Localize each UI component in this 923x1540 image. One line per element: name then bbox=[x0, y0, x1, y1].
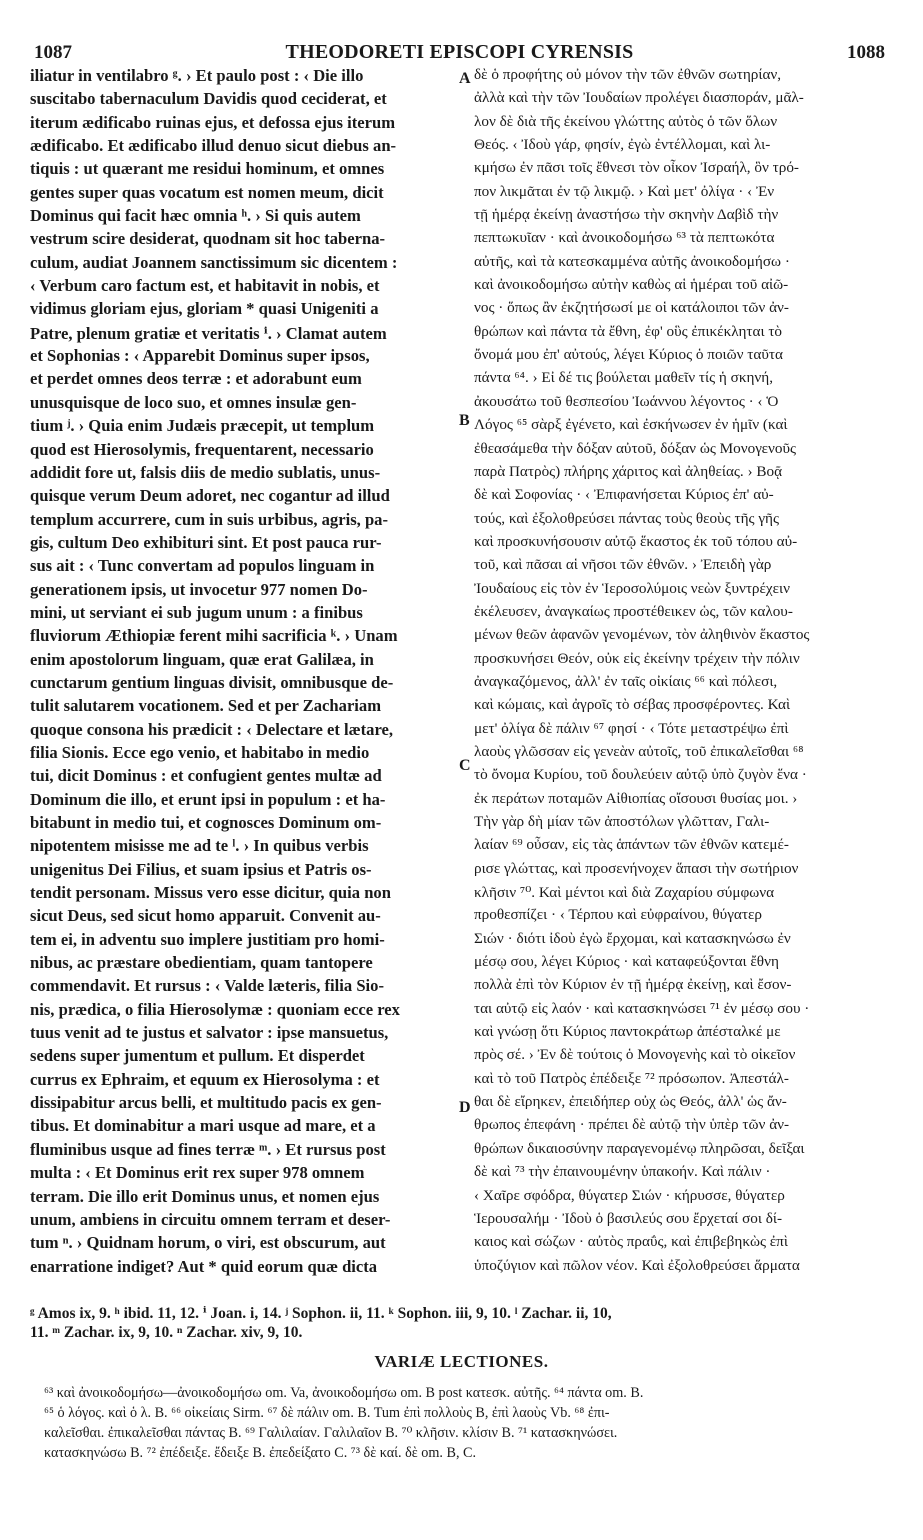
greek-line: Λόγος ⁶⁵ σὰρξ ἐγένετο, καὶ ἐσκήνωσεν ἐν ἡμῖν (καὶ bbox=[474, 416, 788, 434]
greek-line: Σιών · διότι ἰδοὺ ἐγὼ ἔρχομαι, καὶ κατασκηνώσω ἐν bbox=[474, 929, 791, 947]
greek-column bbox=[474, 66, 892, 1274]
latin-line: nis, prædica, o filia Hierosolymæ : quoniam ecce rex bbox=[30, 999, 400, 1019]
latin-line: Dominum die illo, et erunt ipsi in populum : et ha- bbox=[30, 789, 386, 809]
greek-line: τὸ ὄνομα Κυρίου, τοῦ δουλεύειν αὐτῷ ὑπὸ ζυγὸν ἕνα · bbox=[474, 766, 807, 784]
latin-line: generationem ipsis, ut invocetur 977 nomen Do- bbox=[30, 579, 368, 599]
latin-line: bitabunt in medio tui, et cognosces Dominum om- bbox=[30, 813, 382, 832]
scripture-references bbox=[30, 1303, 892, 1345]
greek-line: πάντα ⁶⁴. › Εἰ δέ τις βούλεται μαθεῖν τίς ἡ σκηνή, bbox=[474, 369, 774, 387]
latin-line: terram. Die illo erit Dominus unus, et nomen ejus bbox=[30, 1186, 380, 1206]
footnote-line: ᵍ Amos ix, 9. ʰ ibid. 11, 12. ⁱ Joan. i, 14. ʲ Sophon. ii, 11. ᵏ Sophon. iii, 9, 10. ˡ Zachar. ii, 10, bbox=[30, 1305, 612, 1322]
latin-line: tum ⁿ. › Quidnam horum, o viri, est obscurum, aut bbox=[30, 1233, 386, 1253]
latin-line: commendavit. Et rursus : ‹ Valde læteris, filia Sio- bbox=[30, 976, 384, 996]
latin-line: filia Sionis. Ecce ego venio, et habitabo in medio bbox=[30, 742, 370, 762]
latin-line: sus ait : ‹ Tunc convertam ad populos linguam in bbox=[30, 556, 375, 576]
greek-line: ἀλλὰ καὶ τὴν τῶν Ἰουδαίων προλέγει διασποράν, μᾶλ- bbox=[474, 89, 804, 107]
greek-line: πολλὰ ἐπὶ τὸν Κύριον ἐν τῇ ἡμέρᾳ ἐκείνῃ, καὶ ἔσον- bbox=[474, 976, 792, 994]
variant-line: κατασκηνώσω B. ⁷² ἐπέδειξε. ἔδειξε B. ἐπεδείξατο C. ⁷³ δὲ καί. δὲ om. B, C. bbox=[44, 1445, 477, 1461]
latin-line: sedens super jumentum et pullum. Et disperdet bbox=[30, 1046, 365, 1066]
greek-line: ὑποζύγιον καὶ πῶλον νέον. Καὶ ἐξολοθρεύσει ἅρματα bbox=[474, 1256, 800, 1274]
latin-line: tulit salutarem vocationem. Sed et per Zachariam bbox=[30, 696, 382, 716]
latin-line: quoque consona his prædicit : ‹ Delectare et lætare, bbox=[30, 719, 394, 739]
greek-line: νος · ὅπως ἂν ἐκζητήσωσί με οἱ κατάλοιποι τῶν ἀν- bbox=[474, 299, 789, 317]
greek-line: ὄνομά μου ἐπ' αὐτούς, λέγει Κύριος ὁ ποιῶν ταῦτα bbox=[474, 346, 783, 364]
latin-line: unusquisque de loco suo, et omnes insulæ gen- bbox=[30, 392, 357, 412]
running-title: THEODORETI EPISCOPI CYRENSIS bbox=[285, 41, 634, 63]
page-number-right: 1088 bbox=[847, 42, 885, 63]
latin-column bbox=[30, 66, 460, 1276]
greek-line: Τὴν γὰρ δὴ μίαν τῶν ἀποστόλων γλῶτταν, Γαλι- bbox=[474, 813, 770, 830]
latin-line: quod est Hierosolymis, frequentarent, necessario bbox=[30, 439, 374, 459]
greek-line: πρὸς σέ. › Ἐν δὲ τούτοις ὁ Μονογενὴς καὶ τὸ οἰκεῖον bbox=[474, 1046, 796, 1064]
latin-line: et perdet omnes deos terræ : et adorabunt eum bbox=[30, 369, 362, 389]
greek-line: αὐτῆς, καὶ τὰ κατεσκαμμένα αὐτῆς ἀνοικοδομήσω · bbox=[474, 252, 790, 270]
page-header bbox=[34, 34, 885, 64]
latin-line: currus ex Ephraim, et equum ex Hierosolyma : et bbox=[30, 1069, 380, 1089]
latin-line: nibus, ac præstare obedientiam, quam tantopere bbox=[30, 953, 373, 973]
latin-line: tendit personam. Missus vero esse dicitur, quia non bbox=[30, 883, 391, 903]
greek-line: πον λικμᾶται ἐν τῷ λικμῷ. › Καὶ μετ' ὀλίγα · ‹ Ἐν bbox=[474, 182, 775, 200]
greek-line: πεπτωκυῖαν · καὶ ἀνοικοδομήσω ⁶³ τὰ πεπτωκότα bbox=[474, 229, 775, 247]
latin-line: unigenitus Dei Filius, et suam ipsius et Patris os- bbox=[30, 859, 372, 879]
latin-line: unum, ambiens in circuitu omnem terram et deser- bbox=[30, 1209, 391, 1229]
latin-line: fluviorum Æthiopiæ ferent mihi sacrificia ᵏ. › Unam bbox=[30, 626, 398, 646]
margin-letter-a: A bbox=[459, 70, 471, 87]
latin-line: Dominus qui facit hæc omnia ʰ. › Si quis autem bbox=[30, 206, 361, 226]
greek-line: προθεσπίζει · ‹ Τέρπου καὶ εὐφραίνου, θύγατερ bbox=[474, 906, 762, 924]
latin-line: iliatur in ventilabro ᵍ. › Et paulo post : ‹ Die illo bbox=[30, 66, 364, 85]
greek-line: τούς, καὶ ἐξολοθρεύσει πάντας τοὺς θεοὺς τῆς γῆς bbox=[474, 509, 780, 527]
greek-line: δὲ καὶ Σοφονίας · ‹ Ἐπιφανήσεται Κύριος ἐπ' αὐ- bbox=[474, 486, 774, 504]
latin-line: tui, dicit Dominus : et confugient gentes multæ ad bbox=[30, 766, 382, 786]
latin-line: suscitabo tabernaculum Davidis quod ceciderat, et bbox=[30, 89, 387, 109]
latin-line: tium ʲ. › Quia enim Judæis præcepit, ut templum bbox=[30, 416, 375, 436]
greek-line: προσκυνήσει Θεόν, οὐκ εἰς ἐκείνην τρέχειν τὴν πόλιν bbox=[474, 649, 800, 667]
greek-line: δὲ ὁ προφήτης οὐ μόνον τὴν τῶν ἐθνῶν σωτηρίαν, bbox=[474, 66, 782, 83]
margin-letter-d: D bbox=[459, 1099, 471, 1116]
variae-lectiones-title: VARIÆ LECTIONES. bbox=[374, 1352, 549, 1371]
latin-line: sicut Deus, sed sicut homo apparuit. Convenit au- bbox=[30, 906, 381, 926]
latin-line: tiquis : ut quærant me residui hominum, et omnes bbox=[30, 159, 385, 179]
greek-line: λον δὲ διὰ τῆς ἐκείνου γλώττης αὐτὸς ὁ τῶν ὅλων bbox=[474, 112, 778, 130]
greek-line: μετ' ὀλίγα δὲ πάλιν ⁶⁷ φησί · ‹ Τότε μεταστρέψω ἐπὶ bbox=[474, 719, 789, 737]
latin-line: cunctarum gentium linguas divisit, omnibusque de- bbox=[30, 672, 394, 692]
greek-line: θαι δὲ εἴρηκεν, ἐπειδήπερ οὐχ ὡς Θεός, ἀλλ' ὡς ἄν- bbox=[474, 1093, 787, 1111]
variae-lectiones bbox=[44, 1385, 892, 1465]
greek-line: ται αὐτῷ εἰς λαόν · καὶ κατασκηνώσει ⁷¹ ἐν μέσῳ σου · bbox=[474, 999, 810, 1017]
variant-line: ⁶⁵ ὁ λόγος. καὶ ὁ λ. B. ⁶⁶ οἰκείαις Sirm. ⁶⁷ δὲ πάλιν om. B. Tum ἐπὶ πολλοὺς B, ἐπὶ λαοὺς Vb. ⁶⁸ ἐπι- bbox=[44, 1405, 610, 1421]
latin-line: dissipabitur arcus belli, et multitudo pacis ex gen- bbox=[30, 1093, 382, 1113]
greek-line: μέσῳ σου, λέγει Κύριος · καὶ καταφεύξονται ἔθνη bbox=[474, 953, 779, 971]
latin-line: culum, audiat Joannem sanctissimum sic dicentem : bbox=[30, 252, 398, 272]
greek-line: ρισε γλώττας, καὶ προσενήνοχεν ἅπασι τὴν σωτήριον bbox=[474, 859, 799, 877]
greek-line: Ἱερουσαλήμ · Ἰδοὺ ὁ βασιλεύς σου ἔρχεταί σοι δί- bbox=[474, 1209, 783, 1227]
variant-line: καλεῖσθαι. ἐπικαλεῖσθαι πάντας B. ⁶⁹ Γαλιλαίαν. Γαλιλαῖον B. ⁷⁰ κλῆσιν. κλίσιν B. ⁷¹ κατασκηνώσει. bbox=[44, 1425, 618, 1441]
greek-line: λαίαν ⁶⁹ οὖσαν, εἰς τὰς ἁπάντων τῶν ἐθνῶν κατεμέ- bbox=[474, 836, 789, 854]
greek-line: τῇ ἡμέρᾳ ἐκείνῃ ἀναστήσω τὴν σκηνὴν Δαβὶδ τὴν bbox=[474, 206, 779, 224]
latin-line: enarratione indiget? Aut * quid eorum quæ dicta bbox=[30, 1256, 378, 1276]
latin-line: ædificabo. Et ædificabo illud denuo sicut diebus an- bbox=[30, 136, 397, 156]
latin-line: vestrum scire desiderat, quodnam sit hoc taberna- bbox=[30, 229, 386, 249]
margin-letter-b: B bbox=[459, 412, 470, 429]
greek-line: καὶ κώμαις, καὶ ἀγροῖς τὸ σέβας προσφέροντες. Καὶ bbox=[474, 696, 791, 714]
greek-line: καιος καὶ σώζων · αὐτὸς πραΰς, καὶ ἐπιβεβηκὼς ἐπὶ bbox=[474, 1233, 788, 1251]
footnote-line: 11. ᵐ Zachar. ix, 9, 10. ⁿ Zachar. xiv, 9, 10. bbox=[30, 1324, 303, 1341]
latin-line: fluminibus usque ad fines terræ ᵐ. › Et rursus post bbox=[30, 1139, 386, 1159]
greek-line: ἐκ περάτων ποταμῶν Αἰθιοπίας οἴσουσι θυσίας μοι. › bbox=[474, 789, 798, 807]
greek-line: ἐκέλευσεν, ἀναγκαίως προστέθεικεν ὡς, τῶν καλου- bbox=[474, 602, 793, 620]
greek-line: κμήσω ἐν πᾶσι τοῖς ἔθνεσι τὸν οἶκον Ἰσραήλ, ὃν τρό- bbox=[474, 159, 799, 177]
greek-line: μένων θεῶν ἀφανῶν γενομένων, τὸν ἀληθινὸν ἕκαστος bbox=[474, 626, 810, 644]
greek-line: θρώπων δικαιοσύνην παραγενομένῳ πληρῶσαι, δεῖξαι bbox=[474, 1139, 805, 1157]
latin-line: iterum ædificabo ruinas ejus, et defossa ejus iterum bbox=[30, 112, 396, 132]
greek-line: ἀναγκαζόμενος, ἀλλ' ἐν ταῖς οἰκίαις ⁶⁶ καὶ πόλεσι, bbox=[474, 672, 778, 690]
greek-line: θρώπων καὶ πάντα τὰ ἔθνη, ἐφ' οὓς ἐπικέκληται τὸ bbox=[474, 322, 783, 340]
latin-line: templum accurrere, cum in suis urbibus, agris, pa- bbox=[30, 509, 389, 529]
greek-line: καὶ προσκυνήσουσιν αὐτῷ ἕκαστος ἐκ τοῦ τόπου αὐ- bbox=[474, 532, 798, 550]
latin-line: ‹ Verbum caro factum est, et habitavit in nobis, et bbox=[30, 276, 380, 296]
latin-line: mini, ut serviant ei sub jugum unum : a finibus bbox=[30, 602, 363, 622]
latin-line: gis, cultum Deo exhibituri sint. Et post pauca rur- bbox=[30, 532, 382, 552]
greek-line: δὲ καὶ ⁷³ τὴν ἐπαινουμένην ὑπακοήν. Καὶ πάλιν · bbox=[474, 1163, 771, 1181]
margin-letter-c: C bbox=[459, 757, 471, 774]
latin-line: multa : ‹ Et Dominus erit rex super 978 omnem bbox=[30, 1163, 365, 1183]
variant-line: ⁶³ καὶ ἀνοικοδομήσω—ἀνοικοδομήσω om. Va, ἀνοικοδομήσω om. B post κατεσκ. αὐτῆς. ⁶⁴ πάντα om. B. bbox=[44, 1385, 644, 1401]
latin-line: Patre, plenum gratiæ et veritatis ⁱ. › Clamat autem bbox=[30, 323, 387, 343]
latin-line: nipotentem misisse me ad te ˡ. › In quibus verbis bbox=[30, 836, 369, 856]
greek-line: θρωπος ἐπεφάνη · πρέπει δὲ αὐτῷ τὴν ὑπὲρ τῶν ἀν- bbox=[474, 1116, 790, 1134]
latin-line: tuus venit ad te justus et salvator : ipse mansuetus, bbox=[30, 1023, 389, 1043]
greek-line: Θεός. ‹ Ἰδοὺ γάρ, φησίν, ἐγὼ ἐντέλλομαι, καὶ λι- bbox=[474, 136, 771, 154]
latin-line: et Sophonias : ‹ Apparebit Dominus super ipsos, bbox=[30, 346, 370, 366]
latin-line: quisque verum Deum adoret, nec cogantur ad illud bbox=[30, 486, 390, 506]
latin-line: tem ei, in adventu suo implere justitiam pro homi- bbox=[30, 929, 385, 949]
greek-line: κλῆσιν ⁷⁰. Καὶ μέντοι καὶ διὰ Ζαχαρίου σύμφωνα bbox=[474, 884, 775, 902]
latin-line: tibus. Et dominabitur a mari usque ad mare, et a bbox=[30, 1116, 376, 1136]
latin-line: vidimus gloriam ejus, gloriam * quasi Unigeniti a bbox=[30, 299, 379, 319]
greek-line: καὶ ἀνοικοδομήσω αὐτὴν καθὼς αἱ ἡμέραι τοῦ αἰῶ- bbox=[474, 276, 789, 294]
greek-line: ἀκουσάτω τοῦ θεσπεσίου Ἰωάννου λέγοντος · ‹ Ὁ bbox=[474, 392, 779, 410]
greek-line: καὶ τὸ τοῦ Πατρὸς ἐπέδειξε ⁷² πρόσωπον. Ἀπεστάλ- bbox=[474, 1069, 789, 1087]
greek-line: τοῦ, καὶ πᾶσαι αἱ νῆσοι τῶν ἐθνῶν. › Ἐπειδὴ γὰρ bbox=[474, 556, 772, 574]
page-number-left: 1087 bbox=[34, 42, 72, 63]
greek-line: παρὰ Πατρὸς) πλήρης χάριτος καὶ ἀληθείας. › Βοᾷ bbox=[474, 462, 783, 480]
greek-line: ἐθεασάμεθα τὴν δόξαν αὐτοῦ, δόξαν ὡς Μονογενοῦς bbox=[474, 439, 797, 457]
latin-line: enim apostolorum linguam, quæ erat Galilæa, in bbox=[30, 649, 374, 669]
latin-line: gentes super quas vocatum est nomen meum, dicit bbox=[30, 182, 384, 202]
greek-line: λαοὺς γλῶσσαν εἰς γενεὰν αὐτοῖς, τοῦ ἐπικαλεῖσθαι ⁶⁸ bbox=[474, 742, 804, 760]
greek-line: καὶ γνώσῃ ὅτι Κύριος παντοκράτωρ ἀπέσταλκέ με bbox=[474, 1023, 781, 1041]
greek-line: ‹ Χαῖρε σφόδρα, θύγατερ Σιών · κήρυσσε, θύγατερ bbox=[474, 1186, 785, 1204]
latin-line: addidit fore ut, falsis diis de medio sublatis, unus- bbox=[30, 462, 381, 482]
greek-line: Ἰουδαίους εἰς τὸν ἐν Ἱεροσολύμοις νεὼν ξυντρέχειν bbox=[474, 579, 790, 597]
